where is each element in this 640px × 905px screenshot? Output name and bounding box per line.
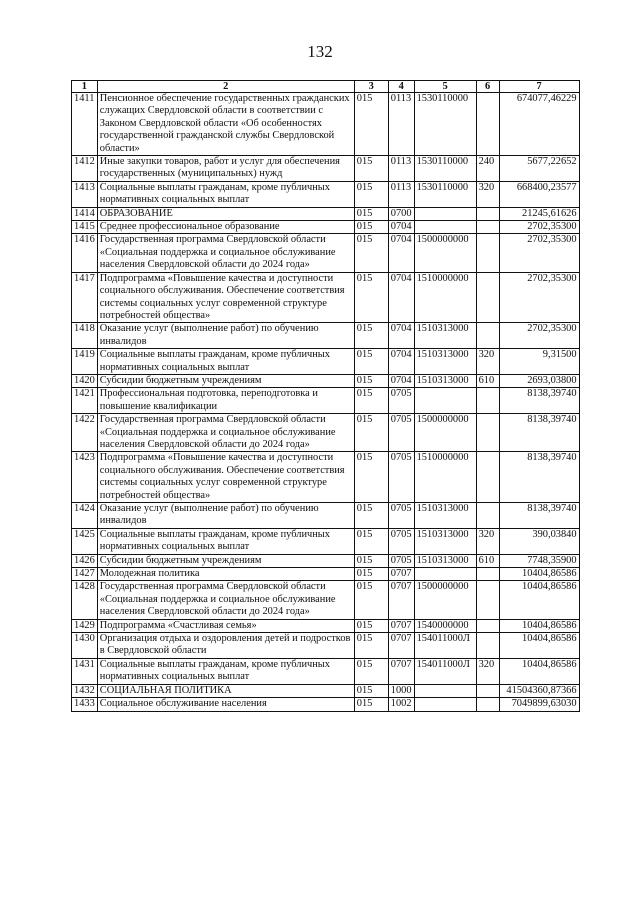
row-ministry-code: 015 — [354, 207, 388, 220]
row-name: Субсидии бюджетным учреждениям — [97, 374, 354, 387]
column-header: 2 — [97, 81, 354, 93]
row-number: 1419 — [72, 349, 98, 375]
table-row — [72, 414, 580, 452]
row-target-code: 1530110000 — [414, 181, 476, 207]
row-ministry-code: 015 — [354, 221, 388, 234]
row-amount: 8138,39740 — [499, 452, 579, 503]
row-amount: 7049899,63030 — [499, 698, 579, 711]
row-number: 1416 — [72, 234, 98, 272]
row-number: 1427 — [72, 568, 98, 581]
row-section-code: 0705 — [388, 414, 414, 452]
table-row — [72, 93, 580, 156]
row-expense-type-code — [476, 388, 499, 414]
row-name: Подпрограмма «Повышение качества и доступности социального обслуживания. Обеспечение соответствия системы социальных услуг современной структуре потребностей общества» — [97, 272, 354, 323]
row-amount: 390,03840 — [499, 528, 579, 554]
row-amount: 668400,23577 — [499, 181, 579, 207]
row-expense-type-code: 610 — [476, 374, 499, 387]
row-amount: 41504360,87366 — [499, 684, 579, 697]
row-section-code: 0705 — [388, 528, 414, 554]
row-amount: 10404,86586 — [499, 619, 579, 632]
row-expense-type-code — [476, 503, 499, 529]
row-target-code: 1510313000 — [414, 374, 476, 387]
row-target-code: 1510313000 — [414, 528, 476, 554]
row-target-code — [414, 698, 476, 711]
table-row — [72, 698, 580, 711]
row-amount: 2702,35300 — [499, 272, 579, 323]
budget-table — [71, 80, 580, 712]
column-header: 1 — [72, 81, 98, 93]
row-name: Среднее профессиональное образование — [97, 221, 354, 234]
table-row — [72, 323, 580, 349]
row-ministry-code: 015 — [354, 503, 388, 529]
row-number: 1431 — [72, 658, 98, 684]
row-section-code: 0704 — [388, 349, 414, 375]
table-row — [72, 568, 580, 581]
row-number: 1412 — [72, 156, 98, 182]
row-number: 1421 — [72, 388, 98, 414]
table-row — [72, 374, 580, 387]
row-ministry-code: 015 — [354, 388, 388, 414]
table-row — [72, 272, 580, 323]
row-amount: 2702,35300 — [499, 221, 579, 234]
row-number: 1430 — [72, 633, 98, 659]
row-number: 1424 — [72, 503, 98, 529]
row-expense-type-code: 320 — [476, 658, 499, 684]
row-section-code: 0707 — [388, 619, 414, 632]
row-expense-type-code — [476, 272, 499, 323]
row-number: 1425 — [72, 528, 98, 554]
row-section-code: 1002 — [388, 698, 414, 711]
row-number: 1432 — [72, 684, 98, 697]
row-section-code: 0704 — [388, 374, 414, 387]
row-section-code: 0704 — [388, 272, 414, 323]
row-number: 1417 — [72, 272, 98, 323]
row-amount: 21245,61626 — [499, 207, 579, 220]
row-name: Государственная программа Свердловской области «Социальная поддержка и социальное обслуживание населения Свердловской области до 2024 года» — [97, 581, 354, 619]
table-row — [72, 207, 580, 220]
row-target-code: 1530110000 — [414, 93, 476, 156]
row-number: 1429 — [72, 619, 98, 632]
row-ministry-code: 015 — [354, 349, 388, 375]
table-row — [72, 221, 580, 234]
row-section-code: 1000 — [388, 684, 414, 697]
row-target-code: 1510313000 — [414, 323, 476, 349]
row-target-code — [414, 684, 476, 697]
row-expense-type-code — [476, 619, 499, 632]
row-ministry-code: 015 — [354, 181, 388, 207]
row-amount: 8138,39740 — [499, 388, 579, 414]
row-name: Субсидии бюджетным учреждениям — [97, 554, 354, 567]
row-section-code: 0704 — [388, 323, 414, 349]
table-row — [72, 349, 580, 375]
column-header: 5 — [414, 81, 476, 93]
row-ministry-code: 015 — [354, 581, 388, 619]
row-name: Социальное обслуживание населения — [97, 698, 354, 711]
row-target-code: 1500000000 — [414, 581, 476, 619]
row-expense-type-code: 320 — [476, 181, 499, 207]
row-section-code: 0700 — [388, 207, 414, 220]
row-target-code: 1510313000 — [414, 503, 476, 529]
row-number: 1411 — [72, 93, 98, 156]
row-name: Подпрограмма «Повышение качества и доступности социального обслуживания. Обеспечение соответствия системы социальных услуг современной структуре потребностей общества» — [97, 452, 354, 503]
row-target-code — [414, 388, 476, 414]
column-header: 4 — [388, 81, 414, 93]
row-target-code — [414, 568, 476, 581]
row-amount: 10404,86586 — [499, 568, 579, 581]
row-name: Пенсионное обеспечение государственных гражданских служащих Свердловской области в соответствии с Законом Свердловской области «Об особенностях государственной гражданской службы Свердловской области» — [97, 93, 354, 156]
row-expense-type-code — [476, 581, 499, 619]
table-body — [72, 93, 580, 712]
table-row — [72, 658, 580, 684]
row-amount: 10404,86586 — [499, 658, 579, 684]
row-expense-type-code — [476, 684, 499, 697]
row-expense-type-code: 320 — [476, 349, 499, 375]
row-ministry-code: 015 — [354, 568, 388, 581]
table-row — [72, 684, 580, 697]
row-amount: 10404,86586 — [499, 581, 579, 619]
row-expense-type-code — [476, 568, 499, 581]
row-name: ОБРАЗОВАНИЕ — [97, 207, 354, 220]
row-name: Социальные выплаты гражданам, кроме публичных нормативных социальных выплат — [97, 349, 354, 375]
row-target-code — [414, 207, 476, 220]
row-target-code: 154011000Л — [414, 658, 476, 684]
row-amount: 7748,35900 — [499, 554, 579, 567]
row-number: 1413 — [72, 181, 98, 207]
row-expense-type-code — [476, 93, 499, 156]
table-row — [72, 234, 580, 272]
row-target-code: 1530110000 — [414, 156, 476, 182]
table-row — [72, 388, 580, 414]
row-amount: 674077,46229 — [499, 93, 579, 156]
row-target-code: 1510313000 — [414, 349, 476, 375]
row-number: 1414 — [72, 207, 98, 220]
row-section-code: 0113 — [388, 181, 414, 207]
row-target-code — [414, 221, 476, 234]
row-amount: 2693,03800 — [499, 374, 579, 387]
row-ministry-code: 015 — [354, 554, 388, 567]
row-section-code: 0113 — [388, 93, 414, 156]
row-section-code: 0705 — [388, 554, 414, 567]
row-name: Оказание услуг (выполнение работ) по обучению инвалидов — [97, 503, 354, 529]
row-name: Подпрограмма «Счастливая семья» — [97, 619, 354, 632]
row-number: 1426 — [72, 554, 98, 567]
row-target-code: 154011000Л — [414, 633, 476, 659]
row-target-code: 1500000000 — [414, 234, 476, 272]
row-ministry-code: 015 — [354, 272, 388, 323]
row-ministry-code: 015 — [354, 619, 388, 632]
row-name: Оказание услуг (выполнение работ) по обучению инвалидов — [97, 323, 354, 349]
table-row — [72, 619, 580, 632]
row-amount: 2702,35300 — [499, 323, 579, 349]
row-ministry-code: 015 — [354, 374, 388, 387]
row-ministry-code: 015 — [354, 156, 388, 182]
column-header: 6 — [476, 81, 499, 93]
row-target-code: 1540000000 — [414, 619, 476, 632]
row-name: СОЦИАЛЬНАЯ ПОЛИТИКА — [97, 684, 354, 697]
row-amount: 10404,86586 — [499, 633, 579, 659]
row-expense-type-code — [476, 234, 499, 272]
row-section-code: 0707 — [388, 633, 414, 659]
table-row — [72, 181, 580, 207]
row-ministry-code: 015 — [354, 684, 388, 697]
row-name: Профессиональная подготовка, переподготовка и повышение квалификации — [97, 388, 354, 414]
row-expense-type-code: 320 — [476, 528, 499, 554]
row-ministry-code: 015 — [354, 234, 388, 272]
row-number: 1415 — [72, 221, 98, 234]
row-section-code: 0707 — [388, 658, 414, 684]
row-amount: 8138,39740 — [499, 414, 579, 452]
table-row — [72, 554, 580, 567]
row-expense-type-code — [476, 414, 499, 452]
row-section-code: 0707 — [388, 568, 414, 581]
row-number: 1418 — [72, 323, 98, 349]
row-ministry-code: 015 — [354, 452, 388, 503]
row-section-code: 0705 — [388, 452, 414, 503]
table-header-row — [72, 81, 580, 93]
page-number: 132 — [307, 42, 333, 61]
table-row — [72, 581, 580, 619]
row-expense-type-code: 240 — [476, 156, 499, 182]
row-expense-type-code — [476, 207, 499, 220]
table-row — [72, 528, 580, 554]
row-ministry-code: 015 — [354, 698, 388, 711]
table-row — [72, 633, 580, 659]
row-number: 1423 — [72, 452, 98, 503]
row-expense-type-code — [476, 221, 499, 234]
row-ministry-code: 015 — [354, 414, 388, 452]
row-target-code: 1500000000 — [414, 414, 476, 452]
row-name: Государственная программа Свердловской области «Социальная поддержка и социальное обслуживание населения Свердловской области до 2024 года» — [97, 234, 354, 272]
row-expense-type-code — [476, 452, 499, 503]
row-section-code: 0704 — [388, 221, 414, 234]
row-amount: 9,31500 — [499, 349, 579, 375]
row-ministry-code: 015 — [354, 93, 388, 156]
row-name: Социальные выплаты гражданам, кроме публичных нормативных социальных выплат — [97, 528, 354, 554]
row-amount: 8138,39740 — [499, 503, 579, 529]
row-name: Социальные выплаты гражданам, кроме публичных нормативных социальных выплат — [97, 181, 354, 207]
row-amount: 2702,35300 — [499, 234, 579, 272]
table-row — [72, 503, 580, 529]
row-name: Социальные выплаты гражданам, кроме публичных нормативных социальных выплат — [97, 658, 354, 684]
row-ministry-code: 015 — [354, 528, 388, 554]
table-row — [72, 156, 580, 182]
column-header: 3 — [354, 81, 388, 93]
column-header: 7 — [499, 81, 579, 93]
row-target-code: 1510000000 — [414, 452, 476, 503]
row-target-code: 1510313000 — [414, 554, 476, 567]
row-number: 1420 — [72, 374, 98, 387]
row-ministry-code: 015 — [354, 658, 388, 684]
row-expense-type-code: 610 — [476, 554, 499, 567]
row-section-code: 0113 — [388, 156, 414, 182]
row-number: 1433 — [72, 698, 98, 711]
row-amount: 5677,22652 — [499, 156, 579, 182]
row-name: Иные закупки товаров, работ и услуг для обеспечения государственных (муниципальных) нужд — [97, 156, 354, 182]
row-number: 1422 — [72, 414, 98, 452]
table-row — [72, 452, 580, 503]
row-name: Организация отдыха и оздоровления детей и подростков в Свердловской области — [97, 633, 354, 659]
row-name: Молодежная политика — [97, 568, 354, 581]
row-section-code: 0705 — [388, 388, 414, 414]
row-ministry-code: 015 — [354, 323, 388, 349]
row-expense-type-code — [476, 323, 499, 349]
row-number: 1428 — [72, 581, 98, 619]
row-name: Государственная программа Свердловской области «Социальная поддержка и социальное обслуживание населения Свердловской области до 2024 года» — [97, 414, 354, 452]
row-section-code: 0707 — [388, 581, 414, 619]
row-expense-type-code — [476, 698, 499, 711]
row-section-code: 0705 — [388, 503, 414, 529]
row-section-code: 0704 — [388, 234, 414, 272]
row-ministry-code: 015 — [354, 633, 388, 659]
row-expense-type-code — [476, 633, 499, 659]
row-target-code: 1510000000 — [414, 272, 476, 323]
